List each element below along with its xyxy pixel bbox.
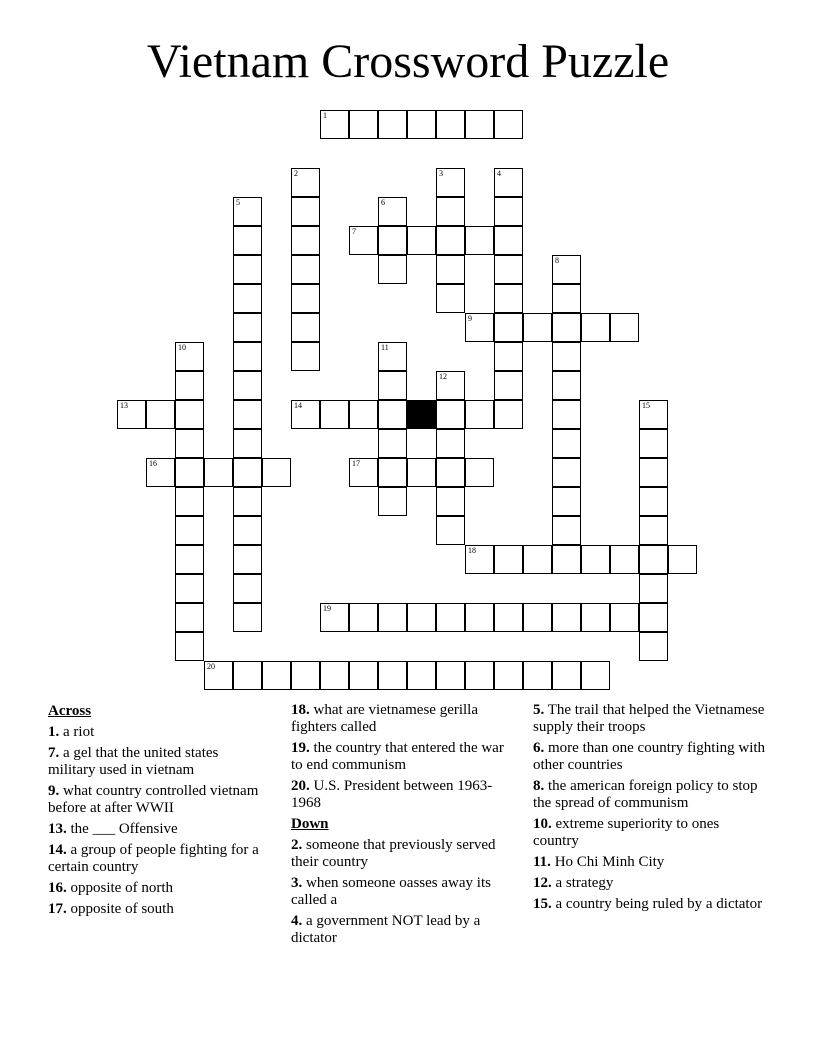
clue-number: 11	[381, 343, 389, 352]
clue-down-2: 2. someone that previously served their country	[291, 837, 496, 870]
grid-cell[interactable]	[552, 400, 581, 429]
grid-cell[interactable]	[233, 284, 262, 313]
grid-cell[interactable]	[436, 168, 465, 197]
grid-cell[interactable]	[639, 516, 668, 545]
clue-number: 7	[352, 227, 356, 236]
grid-cell[interactable]	[320, 110, 349, 139]
grid-cell[interactable]	[320, 400, 349, 429]
grid-cell[interactable]	[378, 197, 407, 226]
grid-cell[interactable]	[378, 110, 407, 139]
grid-cell[interactable]	[465, 458, 494, 487]
grid-cell[interactable]	[552, 458, 581, 487]
grid-cell[interactable]	[465, 226, 494, 255]
grid-cell[interactable]	[175, 458, 204, 487]
clue-across-9: 9. what country controlled vietnam before at after WWII	[48, 783, 259, 816]
grid-cell[interactable]	[233, 429, 262, 458]
clue-down-11: 11. Ho Chi Minh City	[533, 854, 665, 870]
grid-cell[interactable]	[233, 516, 262, 545]
grid-cell[interactable]	[494, 255, 523, 284]
grid-cell[interactable]	[494, 661, 523, 690]
grid-cell[interactable]	[494, 603, 523, 632]
grid-cell[interactable]	[436, 371, 465, 400]
clue-number: 6	[381, 198, 385, 207]
grid-cell[interactable]	[436, 516, 465, 545]
grid-cell[interactable]	[465, 313, 494, 342]
grid-cell[interactable]	[494, 284, 523, 313]
grid-cell[interactable]	[465, 545, 494, 574]
clue-down-3: 3. when someone oasses away its called a	[291, 875, 491, 908]
grid-cell[interactable]	[552, 545, 581, 574]
grid-cell[interactable]	[378, 255, 407, 284]
grid-cell[interactable]	[436, 458, 465, 487]
grid-cell[interactable]	[610, 313, 639, 342]
grid-cell[interactable]	[494, 110, 523, 139]
grid-cell[interactable]	[291, 284, 320, 313]
grid-cell[interactable]	[465, 110, 494, 139]
down-heading: Down	[291, 816, 329, 832]
grid-cell[interactable]	[552, 342, 581, 371]
grid-cell[interactable]	[523, 661, 552, 690]
clue-down-5: 5. The trail that helped the Vietnamese supply their troops	[533, 702, 765, 735]
clue-down-15: 15. a country being ruled by a dictator	[533, 896, 763, 912]
grid-cell[interactable]	[523, 313, 552, 342]
grid-cell[interactable]	[378, 487, 407, 516]
clue-across-7: 7. a gel that the united states military used in vietnam	[48, 745, 219, 778]
clue-number: 12	[439, 372, 447, 381]
grid-cell[interactable]	[407, 110, 436, 139]
grid-cell[interactable]	[233, 313, 262, 342]
grid-cell[interactable]	[407, 661, 436, 690]
grid-cell[interactable]	[494, 545, 523, 574]
grid-cell[interactable]	[494, 342, 523, 371]
grid-cell[interactable]	[175, 574, 204, 603]
clue-down-10: 10. extreme superiority to ones country	[533, 816, 720, 849]
grid-cell[interactable]	[581, 603, 610, 632]
clue-number: 9	[468, 314, 472, 323]
grid-cell[interactable]	[639, 632, 668, 661]
grid-cell[interactable]	[552, 313, 581, 342]
grid-cell[interactable]	[436, 197, 465, 226]
clue-across-14: 14. a group of people fighting for a certain country	[48, 842, 259, 875]
puzzle-title: Vietnam Crossword Puzzle	[146, 35, 670, 88]
clue-number: 16	[149, 459, 157, 468]
grid-cell[interactable]	[436, 661, 465, 690]
grid-cell[interactable]	[465, 661, 494, 690]
grid-cell[interactable]	[204, 458, 233, 487]
grid-cell[interactable]	[407, 603, 436, 632]
grid-cell[interactable]	[610, 545, 639, 574]
grid-cell[interactable]	[233, 226, 262, 255]
clue-across-20: 20. U.S. President between 1963-1968	[291, 778, 493, 811]
clue-number: 20	[207, 662, 215, 671]
grid-cell[interactable]	[262, 661, 291, 690]
grid-cell[interactable]	[291, 255, 320, 284]
grid-cell[interactable]	[291, 661, 320, 690]
clues-column-2	[291, 702, 516, 951]
clue-number: 4	[497, 169, 501, 178]
grid-cell[interactable]	[175, 632, 204, 661]
grid-cell[interactable]	[175, 400, 204, 429]
grid-cell[interactable]	[552, 429, 581, 458]
grid-cell[interactable]	[523, 545, 552, 574]
grid-cell[interactable]	[436, 226, 465, 255]
grid-cell[interactable]	[552, 284, 581, 313]
grid-cell[interactable]	[349, 400, 378, 429]
grid-cell[interactable]	[494, 168, 523, 197]
grid-cell[interactable]	[436, 400, 465, 429]
grid-cell[interactable]	[552, 487, 581, 516]
clue-across-1: 1. a riot	[48, 724, 95, 740]
grid-cell[interactable]	[349, 661, 378, 690]
grid-cell[interactable]	[291, 168, 320, 197]
grid-cell[interactable]	[436, 255, 465, 284]
clue-number: 3	[439, 169, 443, 178]
grid-cell[interactable]	[639, 429, 668, 458]
grid-cell[interactable]	[291, 400, 320, 429]
grid-cell[interactable]	[291, 342, 320, 371]
grid-cell[interactable]	[291, 313, 320, 342]
grid-cell[interactable]	[465, 400, 494, 429]
grid-cell[interactable]	[436, 603, 465, 632]
grid-cell[interactable]	[436, 429, 465, 458]
grid-cell[interactable]	[233, 342, 262, 371]
clue-number: 8	[555, 256, 559, 265]
clue-number: 1	[323, 111, 327, 120]
clue-number: 19	[323, 604, 331, 613]
grid-cell[interactable]	[523, 603, 552, 632]
clue-across-13: 13. the ___ Offensive	[48, 821, 178, 837]
grid-cell[interactable]	[117, 400, 146, 429]
grid-cell[interactable]	[233, 255, 262, 284]
grid-cell[interactable]	[349, 458, 378, 487]
grid-cell[interactable]	[639, 487, 668, 516]
grid-cell[interactable]	[233, 458, 262, 487]
clue-number: 15	[642, 401, 650, 410]
clue-number: 14	[294, 401, 302, 410]
grid-cell[interactable]	[175, 516, 204, 545]
grid-cell[interactable]	[378, 371, 407, 400]
grid-cell[interactable]	[639, 400, 668, 429]
grid-cell[interactable]	[552, 661, 581, 690]
grid-cell[interactable]	[639, 545, 668, 574]
across-heading: Across	[48, 703, 92, 719]
grid-cell[interactable]	[233, 545, 262, 574]
grid-cell[interactable]	[436, 487, 465, 516]
grid-cell[interactable]	[349, 226, 378, 255]
grid-cell[interactable]	[552, 255, 581, 284]
grid-cell[interactable]	[320, 661, 349, 690]
clue-across-18: 18. what are vietnamese gerilla fighters called	[291, 702, 479, 735]
grid-cell[interactable]	[233, 487, 262, 516]
grid-cell[interactable]	[378, 226, 407, 255]
grid-cell[interactable]	[175, 487, 204, 516]
clue-number: 5	[236, 198, 240, 207]
grid-cell[interactable]	[494, 226, 523, 255]
grid-cell[interactable]	[436, 284, 465, 313]
clue-number: 2	[294, 169, 298, 178]
grid-cell[interactable]	[175, 603, 204, 632]
grid-cell[interactable]	[233, 574, 262, 603]
grid-cell[interactable]	[552, 603, 581, 632]
clue-number: 17	[352, 459, 360, 468]
grid-cell[interactable]	[610, 603, 639, 632]
grid-cell[interactable]	[639, 574, 668, 603]
grid-cell[interactable]	[494, 371, 523, 400]
grid-cell[interactable]	[146, 458, 175, 487]
grid-cell[interactable]	[291, 197, 320, 226]
grid-cell[interactable]	[494, 197, 523, 226]
clue-down-6: 6. more than one country fighting with other countries	[533, 740, 766, 773]
grid-cell[interactable]	[233, 197, 262, 226]
grid-cell[interactable]	[233, 603, 262, 632]
clue-number: 18	[468, 546, 476, 555]
grid-cell[interactable]	[175, 429, 204, 458]
grid-cell[interactable]	[552, 516, 581, 545]
grid-cell[interactable]	[233, 400, 262, 429]
grid-cell[interactable]	[233, 661, 262, 690]
grid-cell[interactable]	[349, 110, 378, 139]
grid-cell[interactable]	[146, 400, 175, 429]
grid-cell[interactable]	[465, 603, 494, 632]
grid-cell[interactable]	[378, 458, 407, 487]
grid-cell[interactable]	[204, 661, 233, 690]
clue-across-19: 19. the country that entered the war to end communism	[291, 740, 504, 773]
grid-cell[interactable]	[436, 110, 465, 139]
grid-cell[interactable]	[175, 371, 204, 400]
clue-down-4: 4. a government NOT lead by a dictator	[291, 913, 481, 946]
grid-cell[interactable]	[407, 226, 436, 255]
grid-cell[interactable]	[175, 342, 204, 371]
clue-number: 10	[178, 343, 186, 352]
clue-number: 13	[120, 401, 128, 410]
grid-cell[interactable]	[233, 371, 262, 400]
grid-cell[interactable]	[494, 400, 523, 429]
grid-cell[interactable]	[407, 458, 436, 487]
grid-cell[interactable]	[349, 603, 378, 632]
grid-cell[interactable]	[291, 226, 320, 255]
clues-column-3	[533, 702, 768, 917]
clue-across-16: 16. opposite of north	[48, 880, 173, 896]
grid-cell[interactable]	[494, 313, 523, 342]
grid-cell[interactable]	[378, 400, 407, 429]
grid-cell[interactable]	[175, 545, 204, 574]
grid-cell[interactable]	[320, 603, 349, 632]
grid-cell[interactable]	[378, 429, 407, 458]
grid-cell[interactable]	[581, 545, 610, 574]
grid-cell[interactable]	[378, 661, 407, 690]
grid-cell[interactable]	[581, 313, 610, 342]
grid-cell[interactable]	[639, 603, 668, 632]
grid-cell[interactable]	[378, 342, 407, 371]
grid-cell[interactable]	[581, 661, 610, 690]
grid-cell[interactable]	[262, 458, 291, 487]
clue-down-12: 12. a strategy	[533, 875, 614, 891]
clue-across-17: 17. opposite of south	[48, 901, 174, 917]
grid-cell[interactable]	[378, 603, 407, 632]
black-square	[407, 400, 436, 429]
grid-cell[interactable]	[552, 371, 581, 400]
grid-cell[interactable]	[639, 458, 668, 487]
grid-cell[interactable]	[668, 545, 697, 574]
clue-down-8: 8. the american foreign policy to stop the spread of communism	[533, 778, 758, 811]
clues-column-1	[48, 702, 263, 922]
